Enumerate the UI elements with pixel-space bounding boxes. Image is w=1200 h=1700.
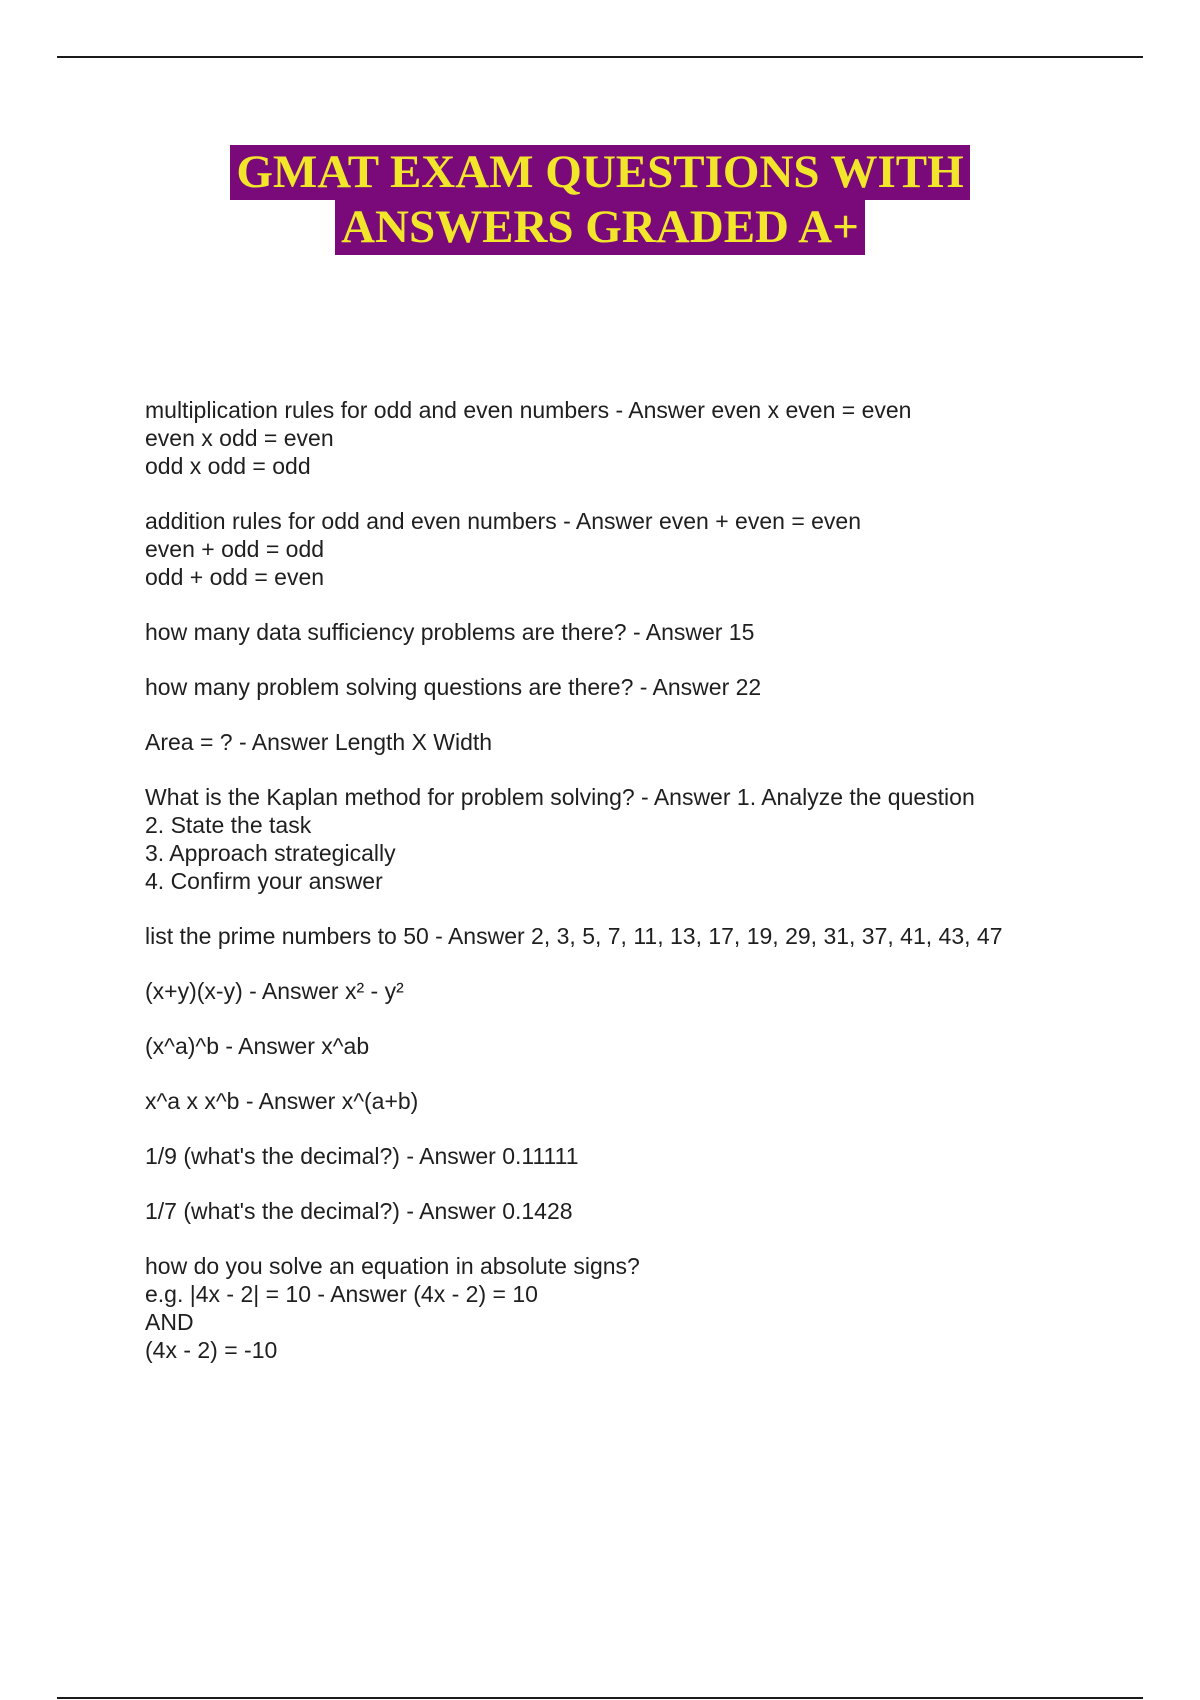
- qa-line: AND: [145, 1309, 194, 1335]
- qa-line: (4x - 2) = -10: [145, 1337, 278, 1363]
- qa-list: [145, 396, 1105, 1391]
- qa-item: [145, 922, 1105, 950]
- qa-item: [145, 396, 1105, 480]
- qa-line: 3. Approach strategically: [145, 840, 396, 866]
- qa-line: (x+y)(x-y) - Answer x² - y²: [145, 978, 404, 1004]
- qa-line: list the prime numbers to 50 - Answer 2, 3, 5, 7, 11, 13, 17, 19, 29, 31, 37, 41, 43, 47: [145, 923, 1003, 949]
- qa-item: [145, 1087, 1105, 1115]
- qa-line: odd x odd = odd: [145, 453, 311, 479]
- qa-line: how many data sufficiency problems are there? - Answer 15: [145, 619, 755, 645]
- qa-item: [145, 1197, 1105, 1225]
- title-line-1: GMAT EXAM QUESTIONS WITH: [230, 145, 969, 200]
- qa-line: x^a x x^b - Answer x^(a+b): [145, 1088, 419, 1114]
- qa-item: [145, 1142, 1105, 1170]
- qa-line: (x^a)^b - Answer x^ab: [145, 1033, 370, 1059]
- qa-item: [145, 1032, 1105, 1060]
- document-title: [0, 145, 1200, 255]
- qa-line: 1/7 (what's the decimal?) - Answer 0.1428: [145, 1198, 573, 1224]
- qa-line: how many problem solving questions are there? - Answer 22: [145, 674, 762, 700]
- qa-item: [145, 673, 1105, 701]
- qa-line: multiplication rules for odd and even numbers - Answer even x even = even: [145, 397, 912, 423]
- qa-line: Area = ? - Answer Length X Width: [145, 729, 493, 755]
- qa-line: odd + odd = even: [145, 564, 325, 590]
- qa-line: What is the Kaplan method for problem solving? - Answer 1. Analyze the question: [145, 784, 975, 810]
- qa-line: how do you solve an equation in absolute signs?: [145, 1253, 640, 1279]
- qa-line: e.g. |4x - 2| = 10 - Answer (4x - 2) = 10: [145, 1281, 538, 1307]
- qa-item: [145, 977, 1105, 1005]
- bottom-rule: [57, 1697, 1143, 1699]
- qa-item: [145, 783, 1105, 895]
- qa-line: even + odd = odd: [145, 536, 325, 562]
- qa-line: even x odd = even: [145, 425, 334, 451]
- qa-line: 1/9 (what's the decimal?) - Answer 0.11111: [145, 1143, 579, 1169]
- top-rule: [57, 56, 1143, 58]
- title-line-2: ANSWERS GRADED A+: [335, 200, 865, 255]
- qa-item: [145, 1252, 1105, 1364]
- qa-item: [145, 507, 1105, 591]
- qa-item: [145, 618, 1105, 646]
- qa-line: addition rules for odd and even numbers - Answer even + even = even: [145, 508, 862, 534]
- qa-line: 4. Confirm your answer: [145, 868, 383, 894]
- qa-item: [145, 728, 1105, 756]
- qa-line: 2. State the task: [145, 812, 312, 838]
